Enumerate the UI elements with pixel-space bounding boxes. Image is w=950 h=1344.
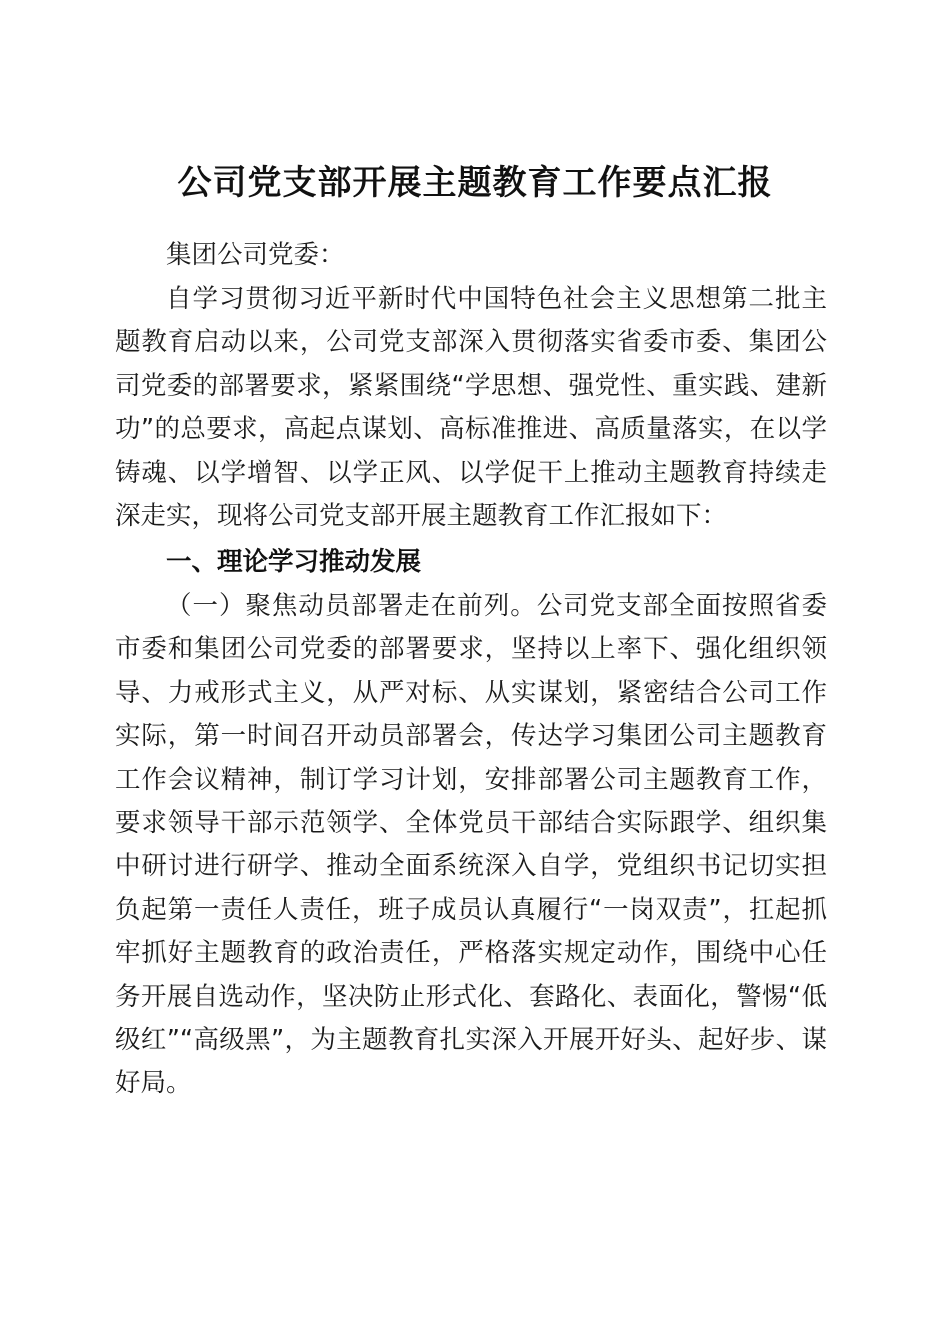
salutation: 集团公司党委： <box>166 240 345 270</box>
document-title: 公司党支部开展主题教育工作要点汇报 <box>177 162 773 203</box>
section-paragraph: （一）聚焦动员部署走在前列。公司党支部全面按照省委市委和集团公司党委的部署要求，坚持以上率下、强化组织领导、力戒形式主义，从严对标、从实谋划，紧密结合公司工作实际，第一时间召开动员部署会，传达学习集团公司主题教育工作会议精神，制订学习计划，安排部署公司主题教育工作，要求领导干部示范领学、全体党员干部结合实际跟学、组织集中研讨进行研学、推动全面系统深入自学，党组织书记切实担负起第一责任人责任，班子成员认真履行“一岗双责”，扛起抓牢抓好主题教育的政治责任，严格落实规定动作，围绕中心任务开展自选动作，坚决防止形式化、套路化、表面化，警惕“低级红”“高级黑”，为主题教育扎实深入开展开好头、起好步、谋好局。 <box>115 591 827 1099</box>
section-heading: 一、理论学习推动发展 <box>166 547 422 577</box>
intro-paragraph: 自学习贯彻习近平新时代中国特色社会主义思想第二批主题教育启动以来，公司党支部深入贯彻落实省委市委、集团公司党委的部署要求，紧紧围绕“学思想、强党性、重实践、建新功”的总要求，高起点谋划、高标准推进、高质量落实，在以学铸魂、以学增智、以学正风、以学促干上推动主题教育持续走深走实，现将公司党支部开展主题教育工作汇报如下： <box>115 284 827 532</box>
